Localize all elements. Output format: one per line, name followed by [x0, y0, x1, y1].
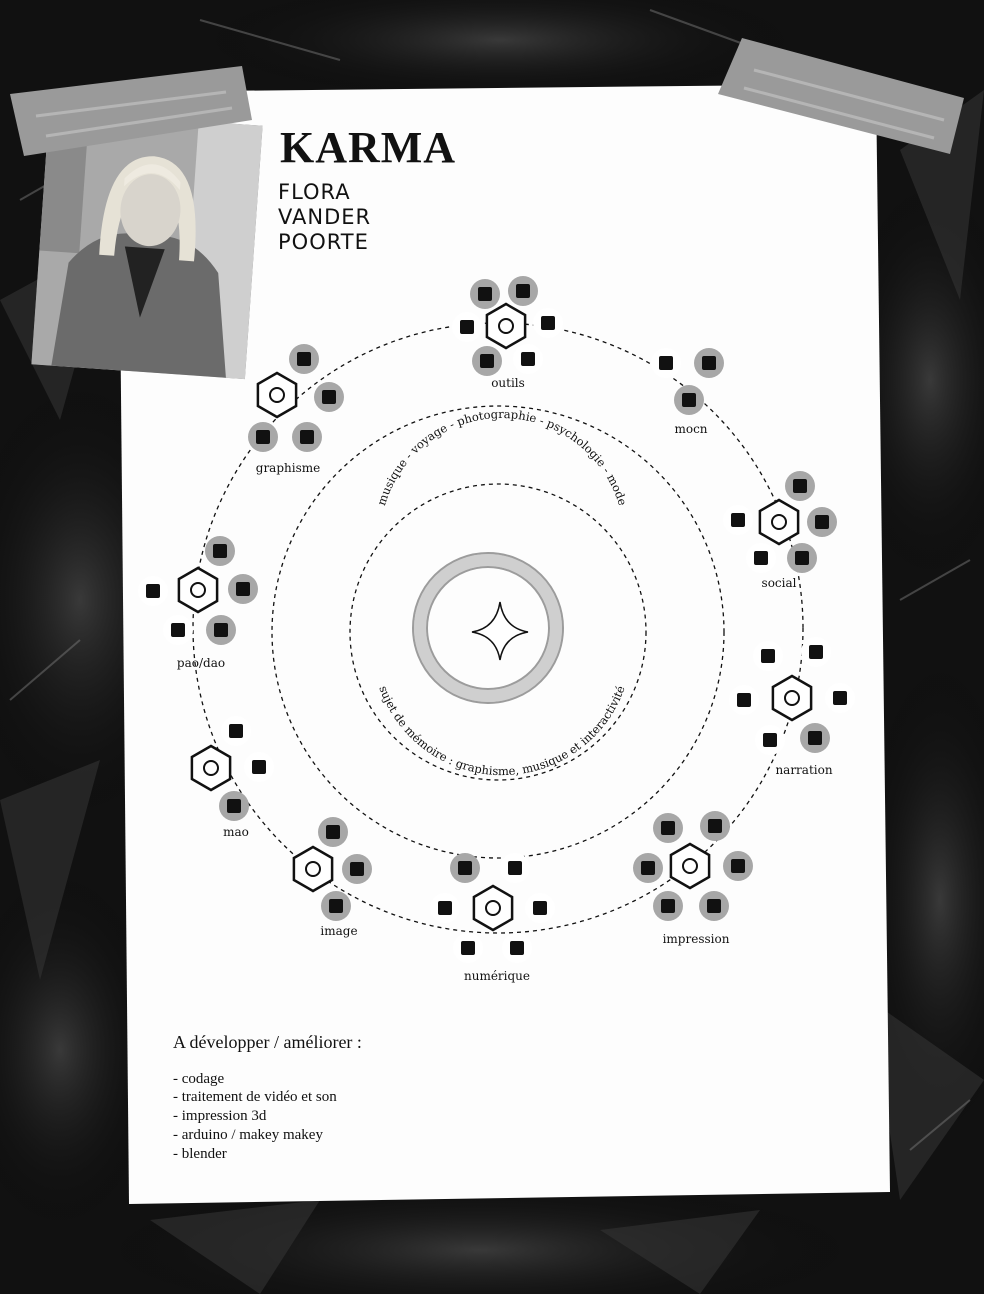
social-tool-glyph: [815, 515, 829, 529]
label-social: social: [761, 576, 797, 590]
mocn-tool-glyph: [659, 356, 673, 370]
todo-item: - arduino / makey makey: [173, 1127, 323, 1143]
label-impression: impression: [662, 932, 730, 946]
narration-tool-glyph: [809, 645, 823, 659]
social-tool-glyph: [793, 479, 807, 493]
music-note-icon: [192, 746, 230, 790]
pao_dao-tool-glyph: [171, 623, 185, 637]
mao-tool-glyph: [229, 724, 243, 738]
label-mao: mao: [223, 825, 249, 839]
narration-tool-glyph: [833, 691, 847, 705]
graphisme-tool-glyph: [256, 430, 270, 444]
pointer-hand-icon: [474, 886, 512, 930]
impression-tool-glyph: [707, 899, 721, 913]
mocn-tool-glyph: [702, 356, 716, 370]
impression-tool-glyph: [708, 819, 722, 833]
impression-tool-glyph: [641, 861, 655, 875]
mocn-tool-glyph: [682, 393, 696, 407]
numerique-tool-glyph: [533, 901, 547, 915]
mao-tool-glyph: [227, 799, 241, 813]
graphisme-tool-glyph: [300, 430, 314, 444]
todo-item: - impression 3d: [173, 1108, 267, 1124]
pao_dao-tool-glyph: [214, 623, 228, 637]
social-tool-glyph: [754, 551, 768, 565]
numerique-tool-glyph: [458, 861, 472, 875]
todo-item: - traitement de vidéo et son: [173, 1089, 337, 1105]
graphisme-tool-glyph: [322, 390, 336, 404]
label-numerique: numérique: [463, 969, 531, 983]
numerique-tool-glyph: [510, 941, 524, 955]
image-tool-glyph: [350, 862, 364, 876]
image-tool-glyph: [326, 825, 340, 839]
impression-tool-glyph: [731, 859, 745, 873]
image-icon: [294, 847, 332, 891]
impression-tool-glyph: [661, 899, 675, 913]
outils-tool-glyph: [521, 352, 535, 366]
image-tool-glyph: [329, 899, 343, 913]
label-outils: outils: [491, 376, 525, 390]
cursor-icon: [179, 568, 217, 612]
poster-title: KARMA: [280, 123, 457, 172]
name-line-1: FLORA: [278, 180, 351, 204]
outils-tool-glyph: [480, 354, 494, 368]
interests-ring-text: musique - voyage - photographie - psychologie - mode: [374, 406, 630, 508]
narration-tool-glyph: [808, 731, 822, 745]
numerique-tool-glyph: [461, 941, 475, 955]
outils-tool-glyph: [516, 284, 530, 298]
label-image: image: [320, 924, 358, 938]
outils-tool-glyph: [541, 316, 555, 330]
numerique-tool-glyph: [438, 901, 452, 915]
mao-tool-glyph: [252, 760, 266, 774]
pao_dao-tool-glyph: [213, 544, 227, 558]
sparkle-icon: [472, 602, 528, 660]
name-line-2: VANDER: [278, 205, 372, 229]
graphisme-tool-glyph: [297, 352, 311, 366]
thesis-ring-text: sujet de mémoire : graphisme, musique et interactivité: [376, 683, 628, 779]
tools-icon: [487, 304, 525, 348]
label-graphisme: graphisme: [255, 461, 321, 475]
outils-tool-glyph: [478, 287, 492, 301]
pao_dao-tool-glyph: [146, 584, 160, 598]
impression-tool-glyph: [661, 821, 675, 835]
narration-tool-glyph: [761, 649, 775, 663]
pencil-icon: [258, 373, 296, 417]
todo-item: - codage: [173, 1071, 225, 1087]
svg-text:musique - voyage - photographi: [374, 407, 630, 507]
social-tool-glyph: [731, 513, 745, 527]
label-narration: narration: [775, 763, 833, 777]
narration-tool-glyph: [737, 693, 751, 707]
numerique-tool-glyph: [508, 861, 522, 875]
name-line-3: POORTE: [278, 230, 369, 254]
label-pao-dao: pao/dao: [176, 656, 226, 670]
social-tool-glyph: [795, 551, 809, 565]
label-mocn: mocn: [674, 422, 708, 436]
todo-heading: A développer / améliorer :: [173, 1032, 362, 1052]
outils-tool-glyph: [460, 320, 474, 334]
social-network-icon: [760, 500, 798, 544]
storytelling-icon: [773, 676, 811, 720]
narration-tool-glyph: [763, 733, 777, 747]
todo-item: - blender: [173, 1146, 227, 1162]
book-print-icon: [671, 844, 709, 888]
pao_dao-tool-glyph: [236, 582, 250, 596]
